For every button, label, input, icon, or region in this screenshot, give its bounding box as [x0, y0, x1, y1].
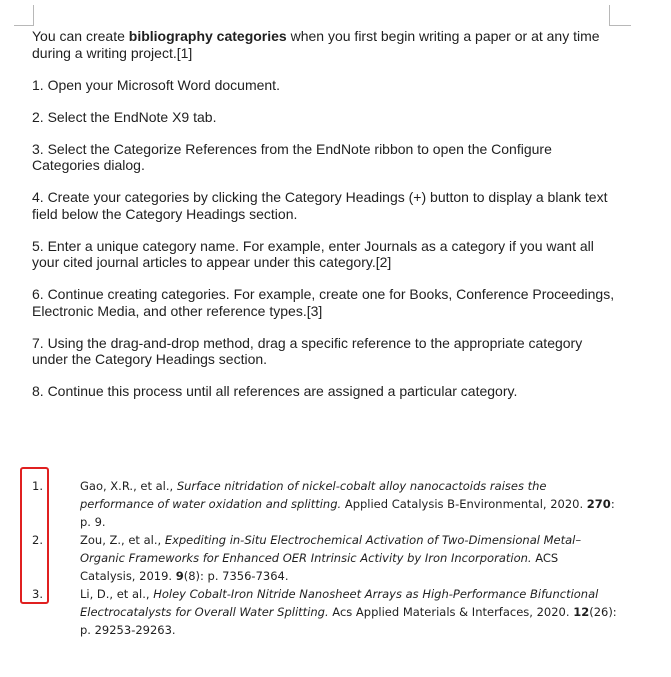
- step-8[interactable]: 8. Continue this process until all references are assigned a particular category.: [32, 383, 518, 399]
- reference-title: Expediting in-Situ Electrochemical Activation of Two-Dimensional Metal–Organic Frameworks for Enhanced OER Intrinsic Activity by Iron Incorporation.: [80, 533, 582, 565]
- reference-journal: Applied Catalysis B-Environmental, 2020.: [341, 497, 587, 511]
- document-body[interactable]: [32, 28, 617, 415]
- reference-numbers-highlight-box: [20, 467, 49, 604]
- reference-journal: ACS Catalysis, 2019.: [80, 551, 559, 583]
- reference-entry[interactable]: [32, 477, 617, 531]
- reference-volume: 270: [586, 497, 611, 511]
- reference-authors: Gao, X.R., et al.,: [80, 479, 177, 493]
- page-corner-mark-right: [609, 5, 610, 25]
- reference-volume: 9: [175, 569, 184, 583]
- step-7[interactable]: 7. Using the drag-and-drop method, drag a specific reference to the appropriate category under the Category Headings section.: [32, 334, 583, 367]
- page-corner-mark-left: [33, 5, 34, 25]
- reference-entry[interactable]: [32, 585, 617, 639]
- intro-bold-term: bibliography categories: [128, 28, 287, 44]
- reference-pages: (26): p. 29253-29263.: [80, 605, 617, 637]
- page-corner-mark-right-h: [609, 25, 631, 26]
- reference-authors: Zou, Z., et al.,: [80, 533, 165, 547]
- reference-number: 2.: [32, 533, 43, 547]
- step-3[interactable]: 3. Select the Categorize References from the EndNote ribbon to open the Configure Categories dialog.: [32, 140, 552, 173]
- step-4[interactable]: 4. Create your categories by clicking the Category Headings (+) button to display a blank text field below the Category Headings section.: [32, 189, 608, 222]
- reference-number: 1.: [32, 479, 43, 493]
- step-6[interactable]: 6. Continue creating categories. For example, create one for Books, Conference Proceedings, Electronic Media, and other reference types.[3]: [32, 286, 615, 319]
- step-1[interactable]: 1. Open your Microsoft Word document.: [32, 76, 280, 93]
- reference-number: 3.: [32, 587, 43, 601]
- reference-journal: Acs Applied Materials & Interfaces, 2020.: [328, 605, 574, 619]
- reference-title: Holey Cobalt-Iron Nitride Nanosheet Arrays as High-Performance Bifunctional Electrocatalysts for Overall Water Splitting.: [80, 587, 599, 619]
- intro-text-end: when you first begin writing a paper or at any time during a writing project.[1]: [32, 28, 600, 61]
- intro-text-start: You can create: [32, 28, 129, 44]
- step-5[interactable]: 5. Enter a unique category name. For example, enter Journals as a category if you want all your cited journal articles to appear under this category.[2]: [32, 237, 594, 270]
- reference-pages: (8): p. 7356-7364.: [183, 569, 289, 583]
- intro-paragraph[interactable]: [32, 28, 617, 61]
- reference-authors: Li, D., et al.,: [80, 587, 154, 601]
- reference-volume: 12: [573, 605, 590, 619]
- page-corner-mark-left-h: [14, 25, 34, 26]
- step-2[interactable]: 2. Select the EndNote X9 tab.: [32, 108, 217, 125]
- reference-title: Surface nitridation of nickel-cobalt alloy nanocactoids raises the performance of water oxidation and splitting.: [80, 479, 547, 511]
- bibliography[interactable]: [32, 477, 617, 639]
- reference-entry[interactable]: [32, 531, 617, 585]
- reference-pages: : p. 9.: [80, 497, 615, 529]
